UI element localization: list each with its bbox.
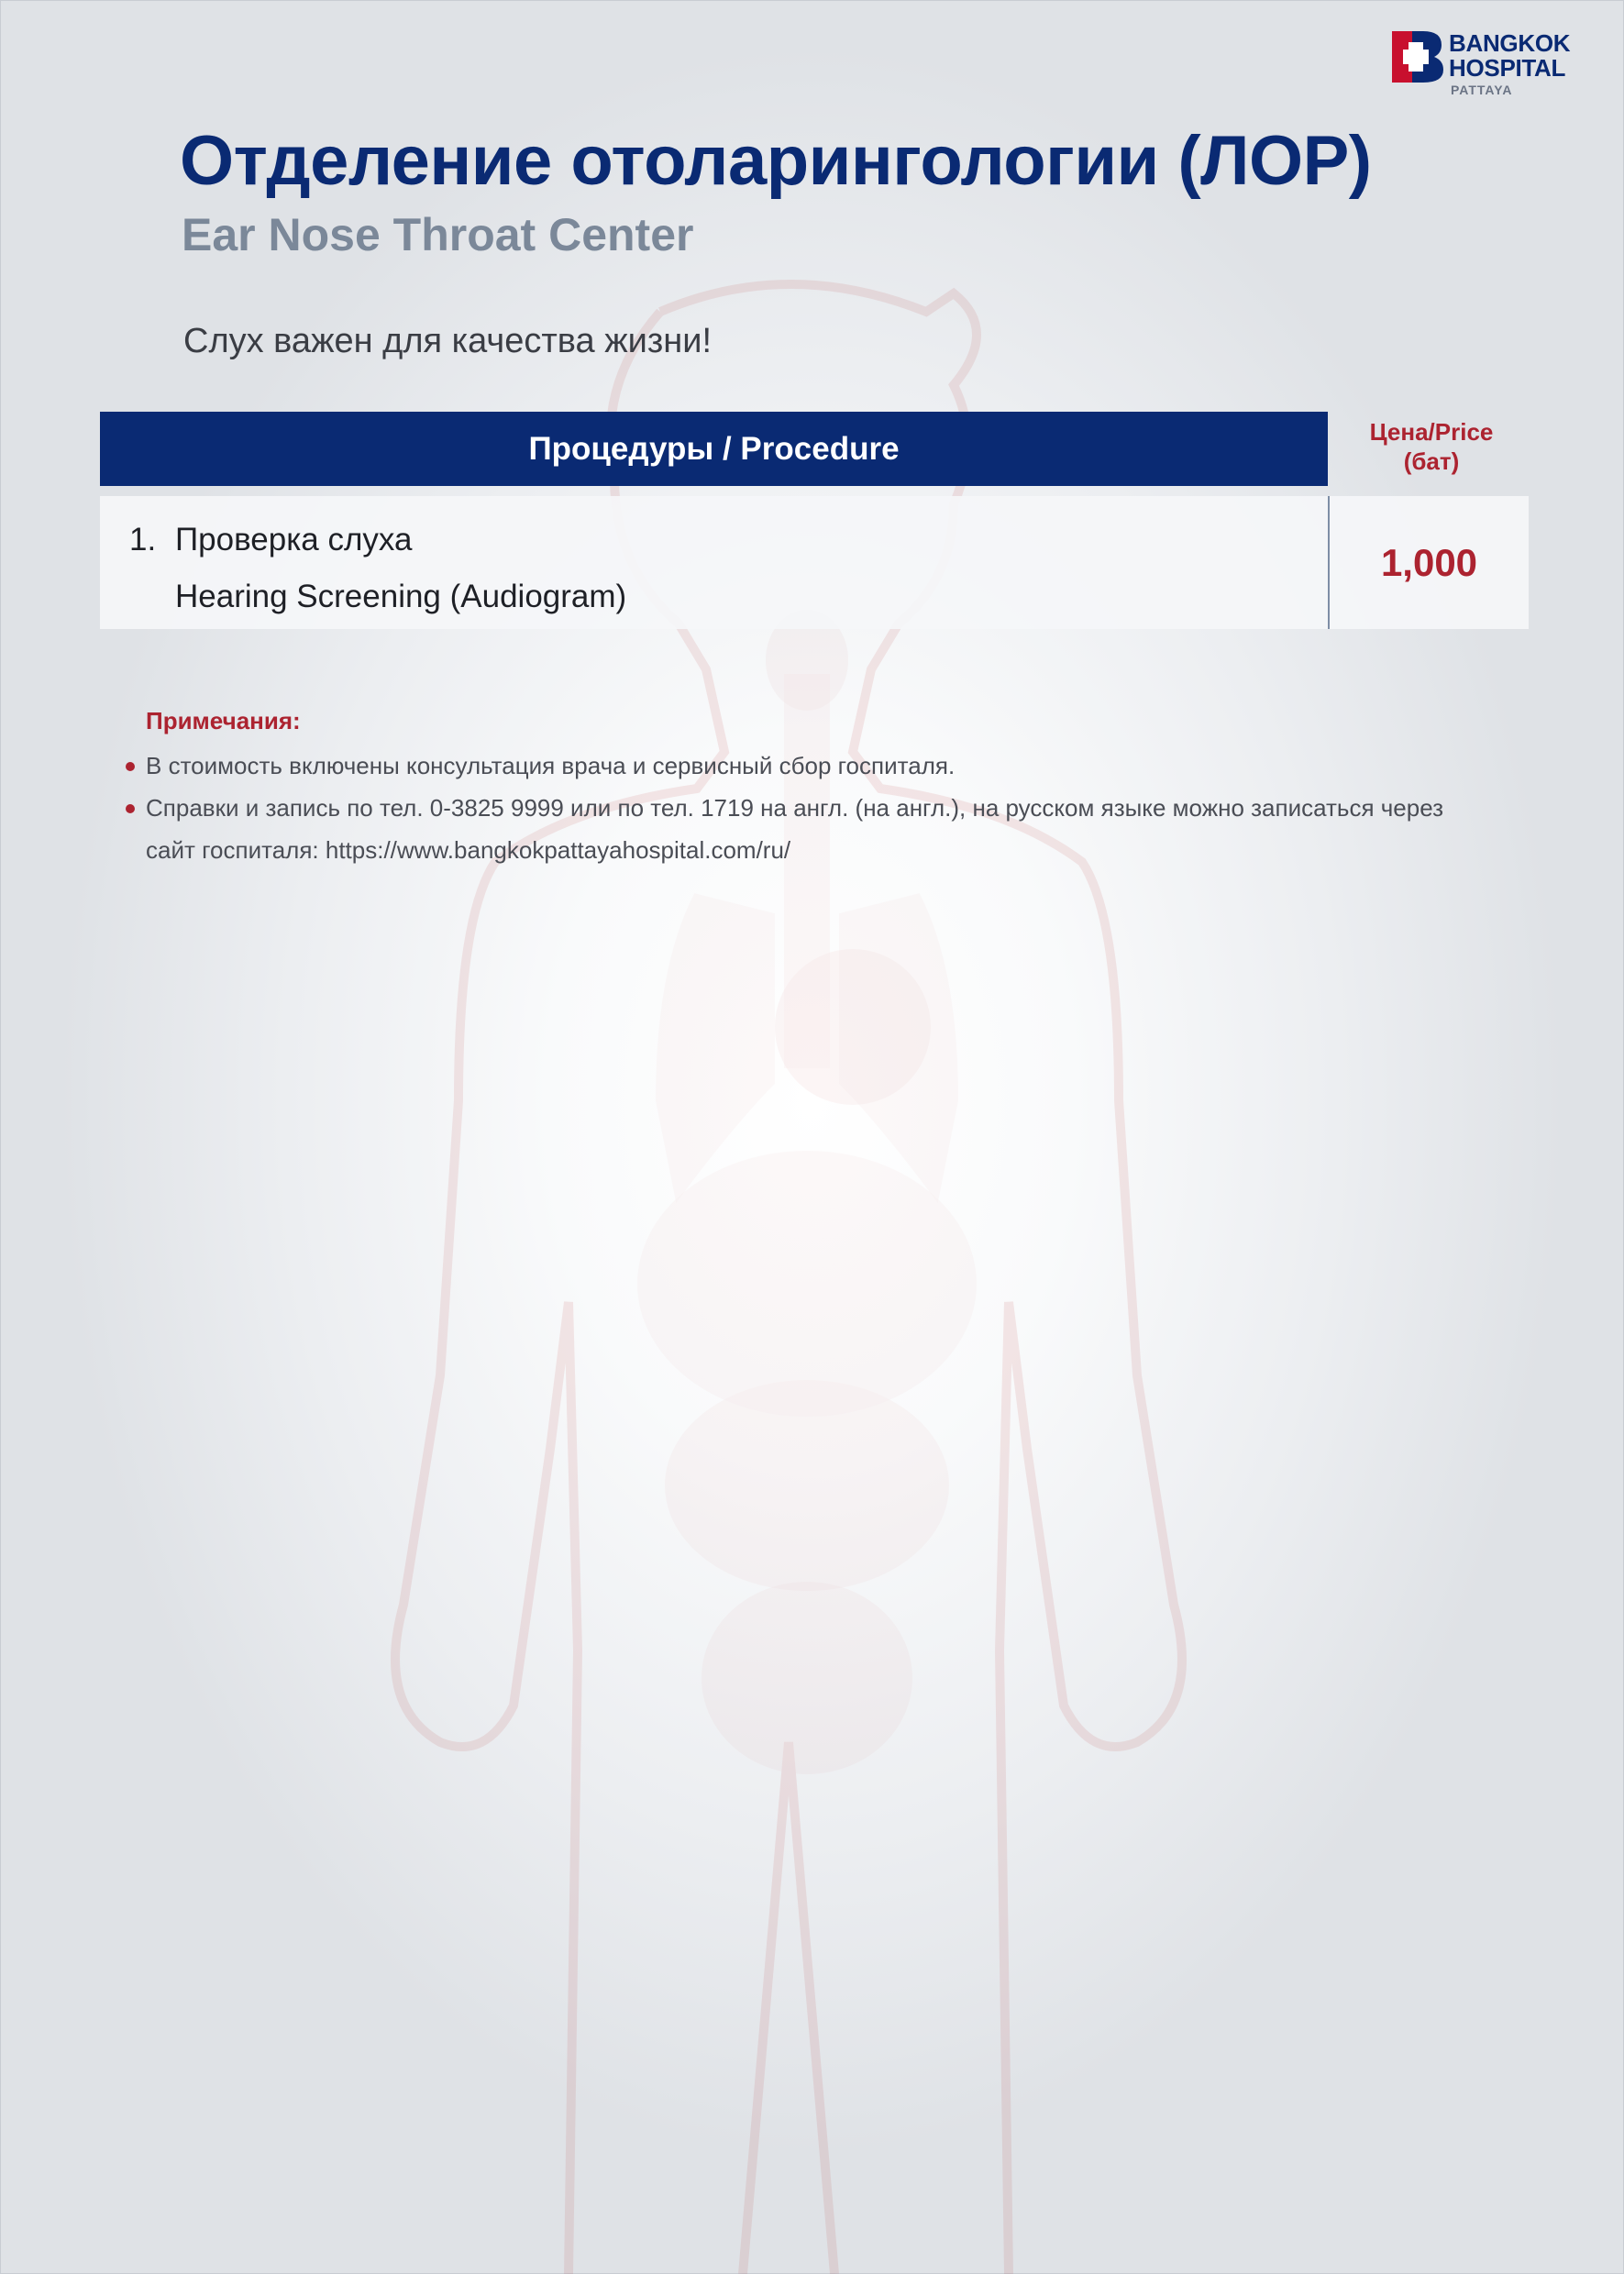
note-item xyxy=(122,745,1497,787)
logo-line-bangkok: BANGKOK xyxy=(1449,29,1571,57)
procedure-price: 1,000 xyxy=(1380,540,1478,584)
hospital-logo-icon xyxy=(1392,31,1443,83)
procedure-column-header xyxy=(100,412,1328,486)
price-header-currency: (бат) xyxy=(1403,447,1460,475)
bullet-dot-icon xyxy=(126,804,135,813)
row-number: 1. xyxy=(129,522,157,557)
bullet-dot-icon xyxy=(126,762,135,771)
notes-list xyxy=(122,745,1497,871)
table-row xyxy=(100,496,1529,629)
tagline: Слух важен для качества жизни! xyxy=(183,322,713,360)
logo-line-pattaya: PATTAYA xyxy=(1451,83,1513,97)
logo-line-hospital: HOSPITAL xyxy=(1449,54,1566,82)
notes-title: Примечания: xyxy=(146,707,301,734)
hospital-logo-text xyxy=(1449,31,1598,99)
procedure-name-ru: Проверка слуха xyxy=(175,522,413,557)
hospital-logo[interactable] xyxy=(1392,31,1598,105)
procedure-name-en: Hearing Screening (Audiogram) xyxy=(175,579,627,614)
price-column-header xyxy=(1330,417,1533,476)
price-header-label: Цена/Price xyxy=(1369,418,1494,446)
procedure-header-label: Процедуры / Procedure xyxy=(528,430,900,467)
note-item xyxy=(122,787,1497,871)
note-text-contact[interactable]: Справки и запись по тел. 0-3825 9999 или по тел. 1719 на англ. (на англ.), на русском языке можно записаться через сайт госпиталя: https://www.bangkokpattayahospital.com/ru/ xyxy=(146,794,1444,864)
page-subtitle: Ear Nose Throat Center xyxy=(182,209,694,260)
note-text: В стоимость включены консультация врача и сервисный сбор госпиталя. xyxy=(146,752,956,779)
page-title: Отделение отоларингологии (ЛОР) xyxy=(180,122,1372,200)
